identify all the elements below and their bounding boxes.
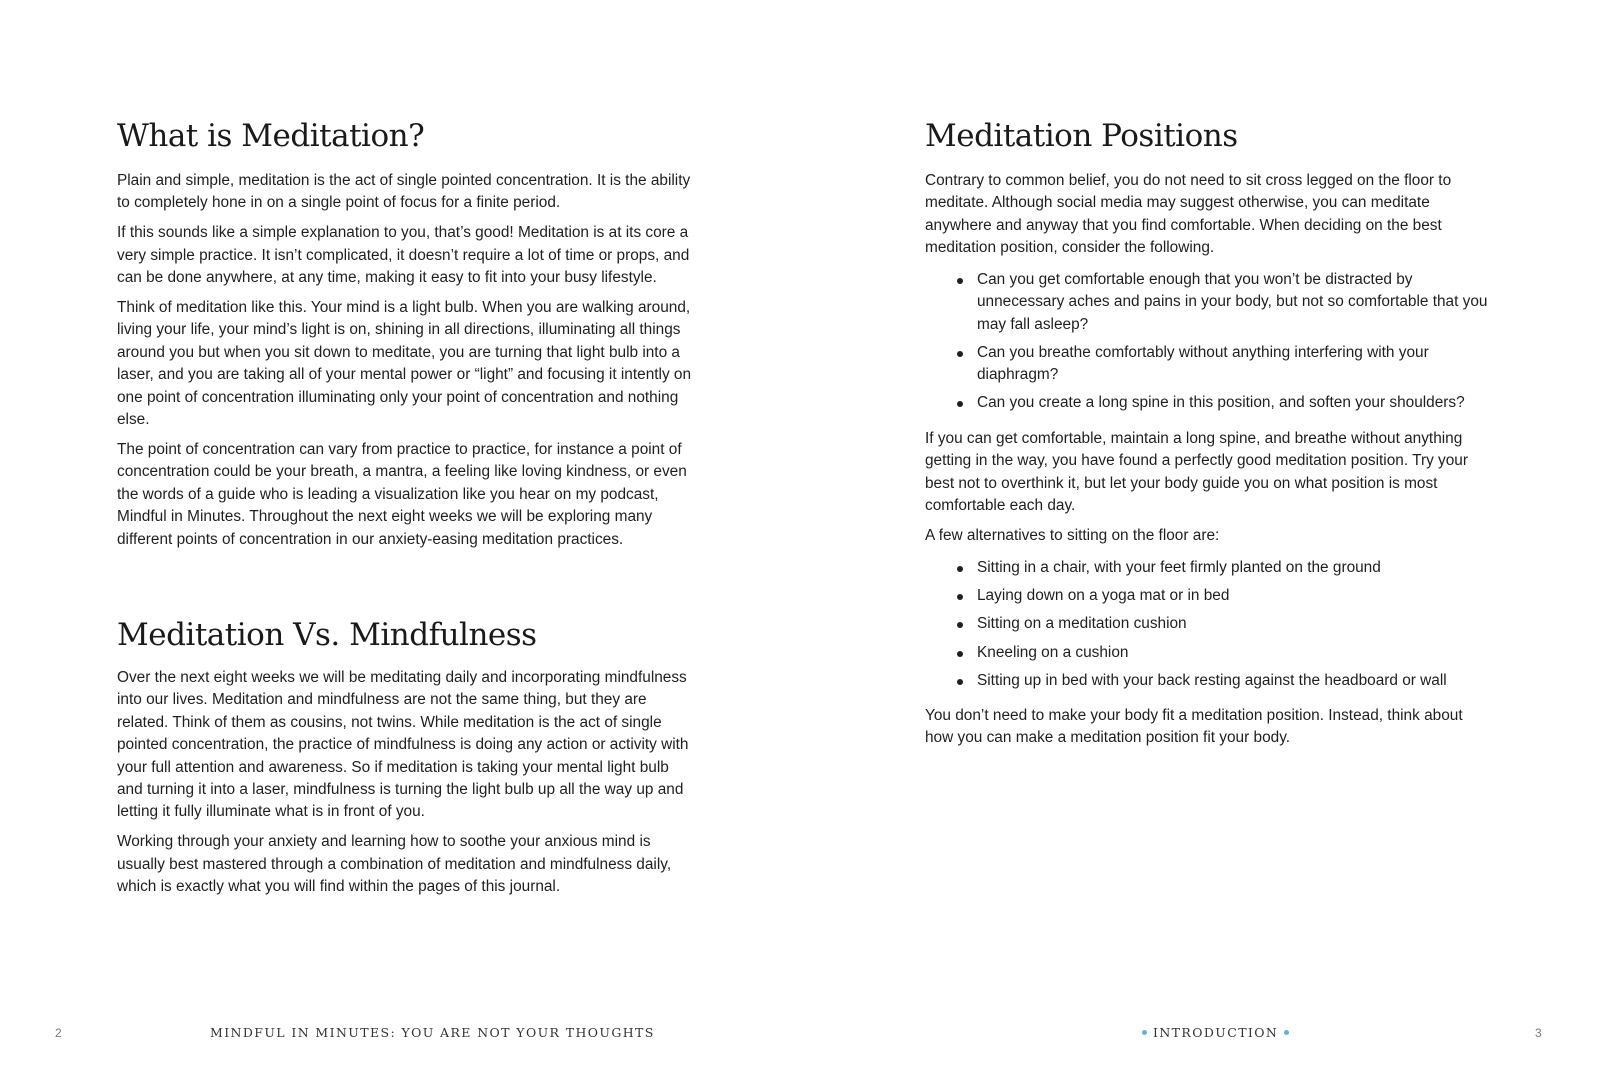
list-item: Laying down on a yoga mat or in bed xyxy=(977,585,1490,607)
accent-dot-icon xyxy=(1284,1030,1289,1035)
section-meditation-vs-mindfulness xyxy=(117,667,692,899)
list-item: Can you breathe comfortably without anything interfering with your diaphragm? xyxy=(977,342,1490,387)
list-item: Sitting in a chair, with your feet firmly planted on the ground xyxy=(977,557,1490,579)
paragraph: The point of concentration can vary from practice to practice, for instance a point of concentration could be your breath, a mantra, a feeling like loving kindness, or even the words of a guide who is leading a visualization like you hear on my podcast, Mindful in Minutes. Throughout the next eight weeks we will be exploring many different points of concentration in our anxiety-easing meditation practices. xyxy=(117,440,687,548)
section-label-footer xyxy=(1136,1025,1295,1040)
heading-what-is-meditation: What is Meditation? xyxy=(117,118,425,154)
paragraph: Think of meditation like this. Your mind is a light bulb. When you are walking around, living your life, your mind’s light is on, shining in all directions, illuminating all things around you but when you sit down to meditate, you are turning that light bulb into a laser, and you are taking all of your mental power or “light” and focusing it intently on one point of concentration illuminating only your point of concentration and nothing else. xyxy=(117,299,692,429)
heading-meditation-vs-mindfulness: Meditation Vs. Mindfulness xyxy=(117,617,537,653)
paragraph: If you can get comfortable, maintain a long spine, and breathe without anything getting in the way, you have found a perfectly good meditation position. Try your best not to overthink it, but let your body guide you on what position is most comfortable each day. xyxy=(925,430,1468,515)
middle-paragraphs-block xyxy=(925,428,1490,548)
closing-paragraph-block xyxy=(925,705,1490,750)
alternatives-list-block xyxy=(925,557,1490,692)
list-item: Can you get comfortable enough that you won’t be distracted by unnecessary aches and pains in your body, but not so comfortable that you may fall asleep? xyxy=(977,269,1490,336)
list-item: Sitting on a meditation cushion xyxy=(977,613,1490,635)
alternatives-list xyxy=(925,557,1490,692)
heading-meditation-positions: Meditation Positions xyxy=(925,118,1238,154)
paragraph: Contrary to common belief, you do not need to sit cross legged on the floor to meditate. Although social media may suggest otherwise, you can meditate anywhere and anyway that you find comfortable. When deciding on the best meditation position, consider the following. xyxy=(925,172,1452,257)
page-number-left: 2 xyxy=(55,1026,62,1040)
section-what-is-meditation xyxy=(117,170,692,551)
running-title: MINDFUL IN MINUTES: YOU ARE NOT YOUR THOUGHTS xyxy=(210,1025,655,1040)
section-label: INTRODUCTION xyxy=(1153,1025,1279,1040)
list-item: Can you create a long spine in this position, and soften your shoulders? xyxy=(977,392,1490,414)
questions-list-block xyxy=(925,269,1490,414)
paragraph: Over the next eight weeks we will be meditating daily and incorporating mindfulness into our lives. Meditation and mindfulness are not the same thing, but they are related. Think of them as cousins, not twins. While meditation is the act of single pointed concentration, the practice of mindfulness is doing any action or activity with your full attention and awareness. So if meditation is taking your mental light bulb and turning it into a laser, mindfulness is turning the light bulb up all the way up and letting it fully illuminate what is in front of you. xyxy=(117,669,689,821)
questions-list xyxy=(925,269,1490,414)
paragraph: A few alternatives to sitting on the floor are: xyxy=(925,527,1220,545)
accent-dot-icon xyxy=(1142,1030,1147,1035)
paragraph: Plain and simple, meditation is the act of single pointed concentration. It is the ability to completely hone in on a single point of focus for a finite period. xyxy=(117,172,691,212)
paragraph: If this sounds like a simple explanation to you, that’s good! Meditation is at its core a very simple practice. It isn’t complicated, it doesn’t require a lot of time or props, and can be done anywhere, at any time, making it easy to fit into your busy lifestyle. xyxy=(117,224,690,287)
page-number-right: 3 xyxy=(1535,1026,1542,1040)
list-item: Kneeling on a cushion xyxy=(977,642,1490,664)
intro-paragraph-block xyxy=(925,170,1490,260)
paragraph: Working through your anxiety and learning how to soothe your anxious mind is usually best mastered through a combination of meditation and mindfulness daily, which is exactly what you will find within the pages of this journal. xyxy=(117,833,672,896)
paragraph: You don’t need to make your body fit a meditation position. Instead, think about how you can make a meditation position fit your body. xyxy=(925,707,1463,747)
list-item: Sitting up in bed with your back resting against the headboard or wall xyxy=(977,670,1490,692)
